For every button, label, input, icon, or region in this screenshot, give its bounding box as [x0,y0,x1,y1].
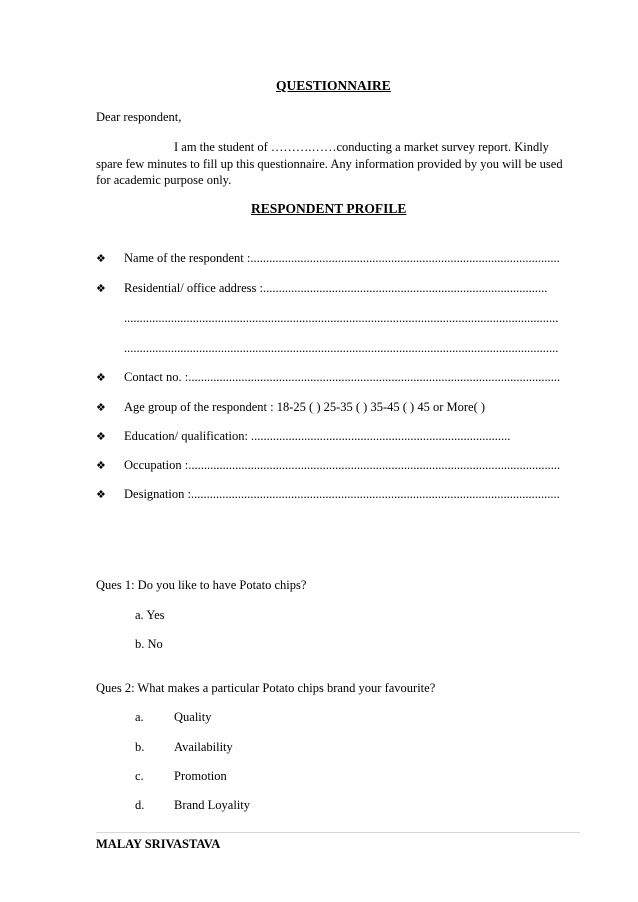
field-address-line-3: ........................................................................................................................................... [124,341,559,355]
field-education: Education/ qualification: ................................................................................... [124,429,511,443]
greeting: Dear respondent, [96,110,182,124]
q1-option-yes: a. Yes [135,608,165,622]
intro-line-1: I am the student of ……….……conducting a market survey report. Kindly [174,140,549,154]
q2-option-quality: Quality [174,710,212,724]
diamond-bullet-icon: ❖ [96,488,106,501]
diamond-bullet-icon: ❖ [96,401,106,414]
field-address: Residential/ office address :........................................................................................... [124,281,548,295]
intro-line-2: spare few minutes to fill up this questionnaire. Any information provided by you will be used [96,157,563,171]
diamond-bullet-icon: ❖ [96,430,106,443]
diamond-bullet-icon: ❖ [96,282,106,295]
diamond-bullet-icon: ❖ [96,459,106,472]
diamond-bullet-icon: ❖ [96,371,106,384]
q1-option-no: b. No [135,637,163,651]
q2-option-letter: c. [135,769,144,783]
question-1: Ques 1: Do you like to have Potato chips? [96,578,307,592]
q2-option-letter: a. [135,710,144,724]
q2-option-letter: d. [135,798,145,812]
diamond-bullet-icon: ❖ [96,252,106,265]
field-address-line-2: ........................................................................................................................................... [124,311,559,325]
q2-option-promotion: Promotion [174,769,227,783]
page-title: QUESTIONNAIRE [276,78,391,93]
field-contact: Contact no. :....................................................................................................................... [124,370,561,384]
field-occupation: Occupation :....................................................................................................................... [124,458,561,472]
section-heading-respondent-profile: RESPONDENT PROFILE [251,201,407,216]
q2-option-brand-loyality: Brand Loyality [174,798,251,812]
field-name: Name of the respondent :................................................................................................... [124,251,560,265]
q2-option-letter: b. [135,740,145,754]
field-age-group: Age group of the respondent : 18-25 ( ) 25-35 ( ) 35-45 ( ) 45 or More( ) [124,400,486,414]
question-2: Ques 2: What makes a particular Potato chips brand your favourite? [96,681,436,695]
q2-option-availability: Availability [174,740,233,754]
field-designation: Designation :...................................................................................................................... [124,487,560,501]
footer-author: MALAY SRIVASTAVA [96,837,221,851]
footer-divider [96,832,580,833]
intro-line-3: for academic purpose only. [96,173,232,187]
